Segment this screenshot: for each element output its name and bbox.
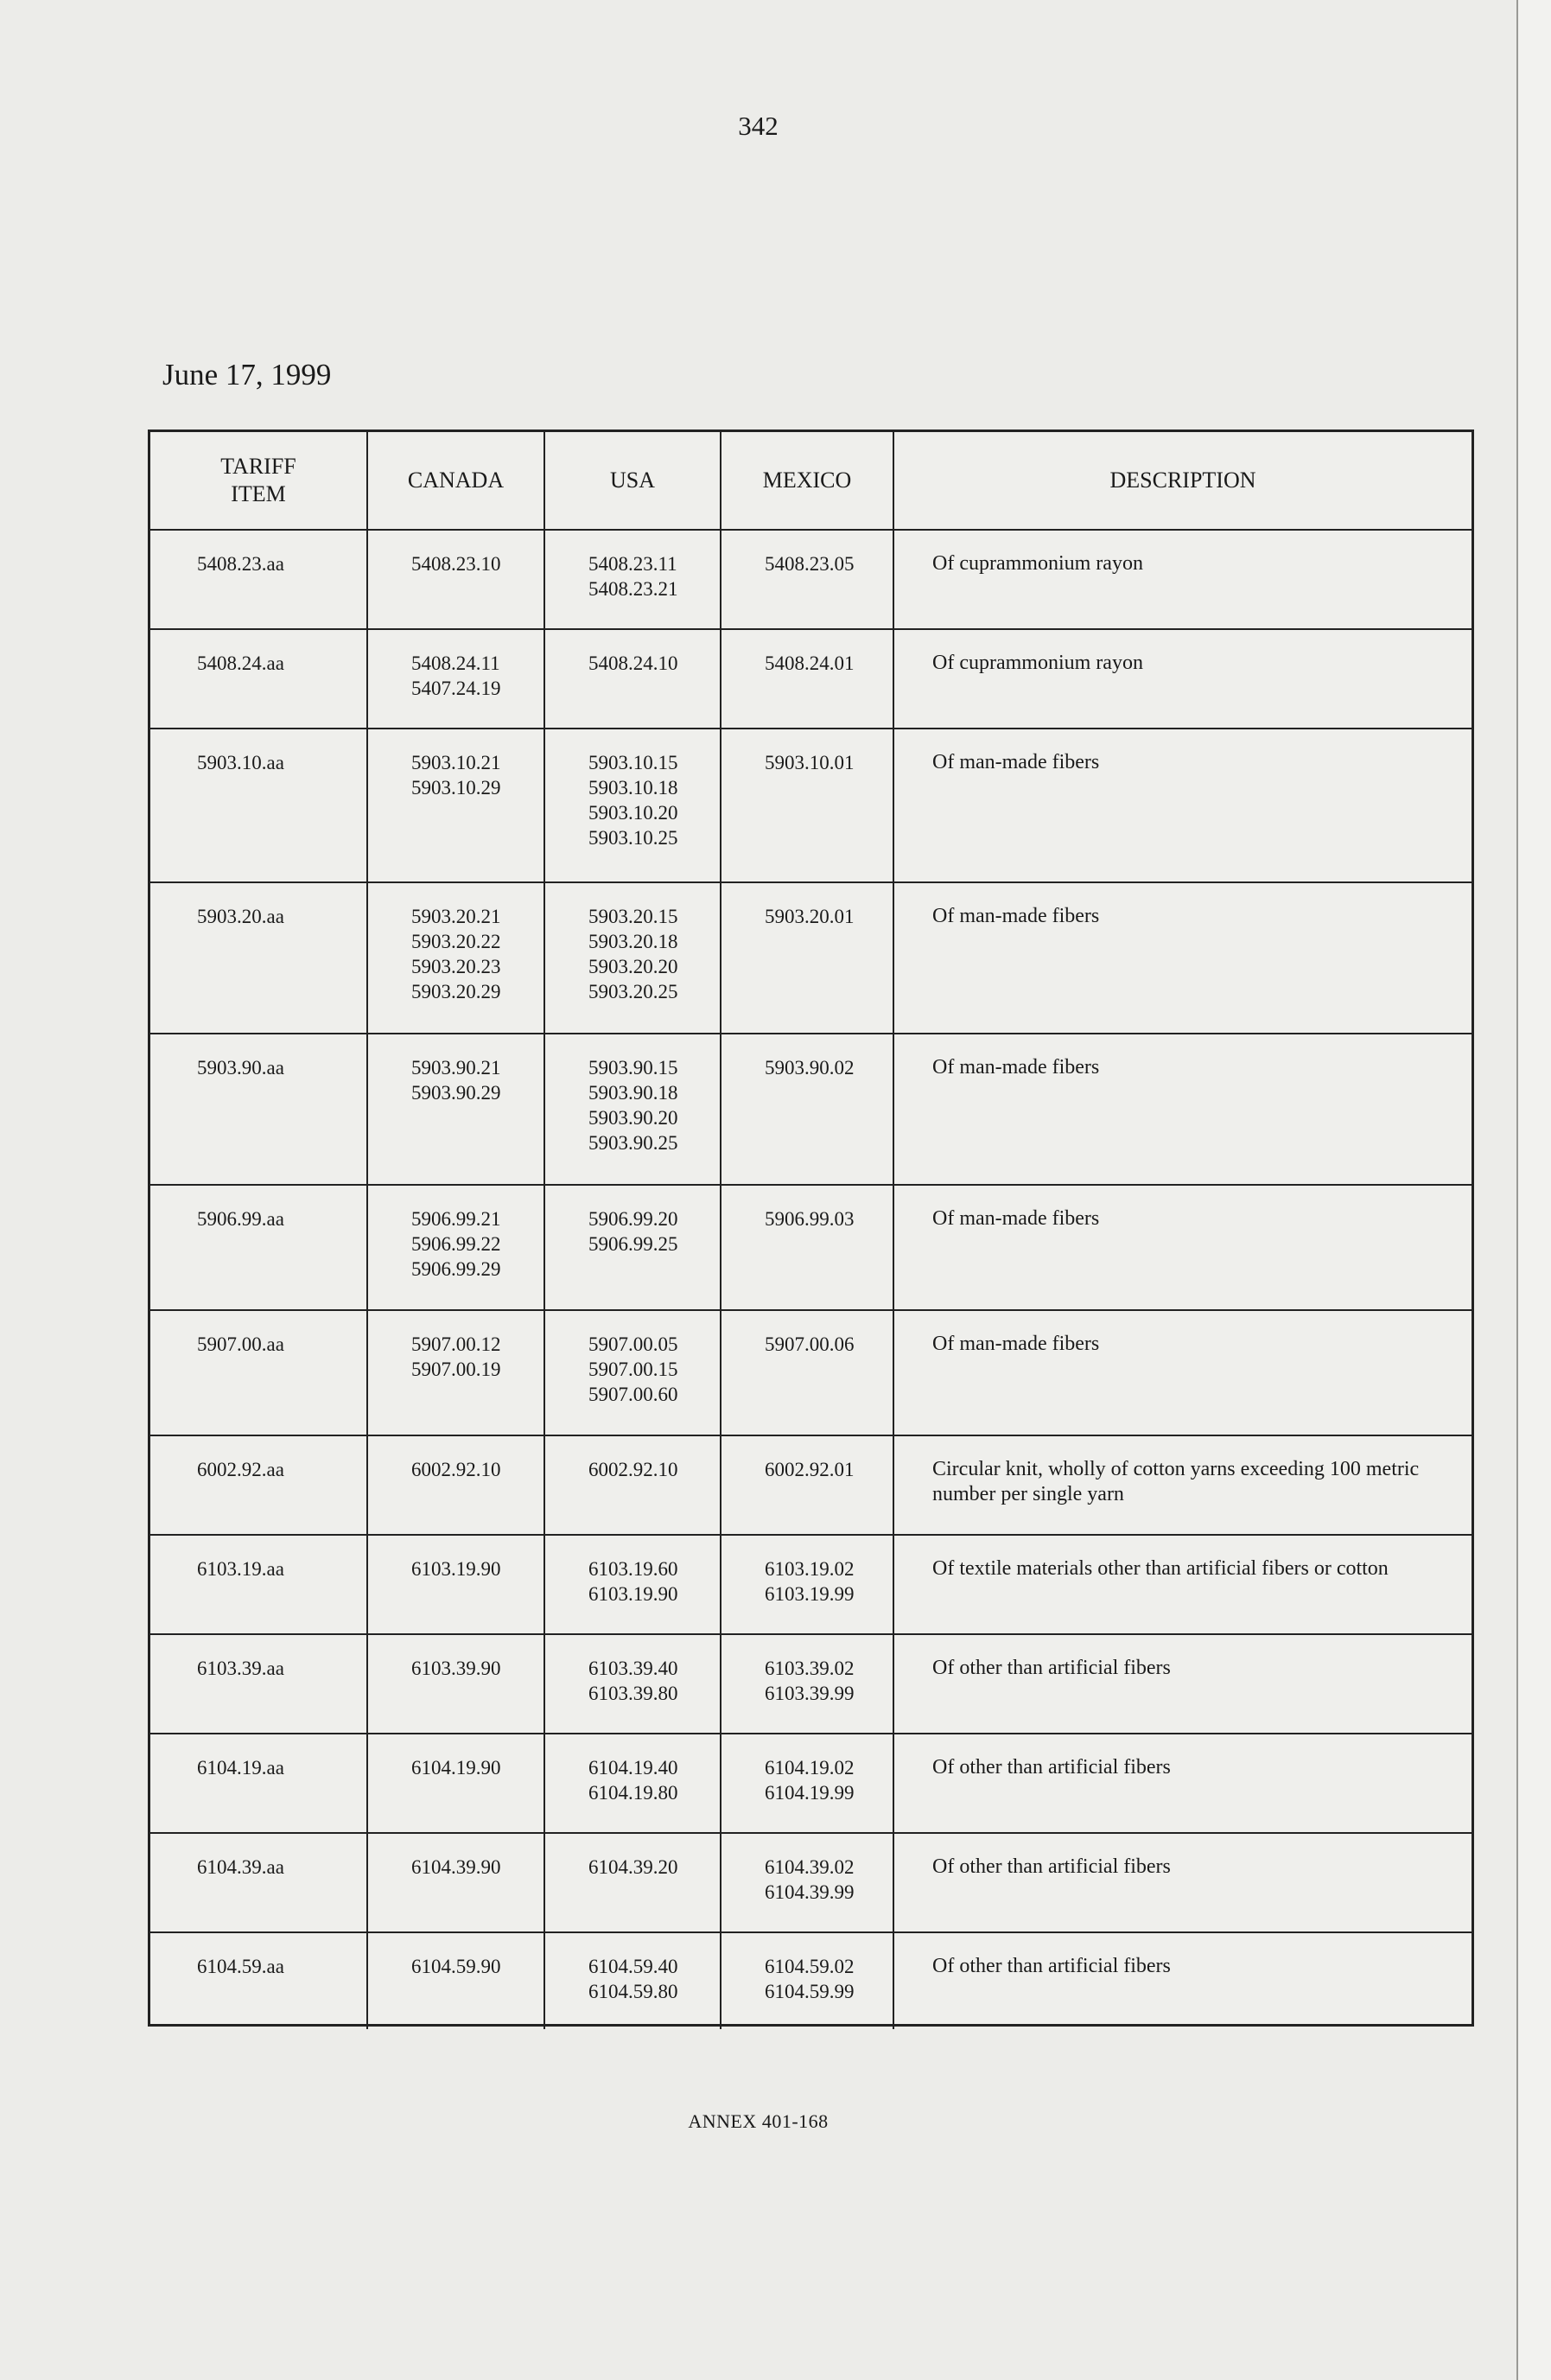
table-row [150,1034,1472,1185]
tariff-code: 5903.10.18 [588,777,678,799]
tariff-code: 5906.99.25 [588,1233,678,1255]
tariff-code: 6104.39.90 [411,1856,501,1878]
tariff-code: 5903.90.15 [588,1057,678,1079]
tariff-code: 5408.23.10 [411,553,501,575]
tariff-code: 5408.24.01 [765,652,855,674]
tariff-code: 6104.59.80 [588,1981,678,2002]
tariff-code: 5407.24.19 [411,678,501,699]
cell-tariff-item: 5903.90.aa [150,1034,367,1185]
tariff-code: 5903.20.15 [588,906,678,927]
adjacent-page-edge [1516,0,1551,2380]
header-canada: CANADA [367,432,544,530]
header-description: DESCRIPTION [893,432,1472,530]
table-body [150,530,1472,2029]
cell-description: Of cuprammonium rayon [893,629,1472,729]
tariff-code: 5906.99.22 [411,1233,501,1255]
cell-usa [544,530,721,629]
cell-usa [544,1535,721,1634]
tariff-code: 6103.19.90 [411,1558,501,1580]
tariff-code: 5408.23.11 [588,553,677,575]
cell-usa [544,1734,721,1833]
cell-usa [544,1932,721,2029]
tariff-code: 6104.19.90 [411,1757,501,1779]
cell-description: Of man-made fibers [893,882,1472,1034]
cell-usa [544,1634,721,1734]
cell-tariff-item: 5906.99.aa [150,1185,367,1310]
tariff-code: 5906.99.21 [411,1208,501,1230]
tariff-code: 5907.00.05 [588,1333,678,1355]
tariff-code: 6104.59.40 [588,1956,678,1977]
cell-tariff-item: 5907.00.aa [150,1310,367,1435]
cell-tariff-item: 5408.24.aa [150,629,367,729]
cell-tariff-item: 5903.10.aa [150,729,367,882]
tariff-code: 6103.39.40 [588,1658,678,1679]
tariff-code: 5907.00.19 [411,1359,501,1380]
cell-usa [544,1435,721,1535]
cell-mexico [721,530,893,629]
cell-canada [367,1833,544,1932]
tariff-code: 5903.90.02 [765,1057,855,1079]
tariff-code: 5903.10.20 [588,802,678,824]
tariff-code: 5903.10.21 [411,752,501,773]
tariff-code: 6104.19.80 [588,1782,678,1804]
cell-canada [367,729,544,882]
tariff-code: 6002.92.10 [411,1459,501,1480]
table-row [150,1634,1472,1734]
tariff-code: 6103.19.02 [765,1558,855,1580]
cell-tariff-item: 6104.39.aa [150,1833,367,1932]
cell-tariff-item: 6104.59.aa [150,1932,367,2029]
cell-tariff-item: 6103.19.aa [150,1535,367,1634]
cell-tariff-item: 6104.19.aa [150,1734,367,1833]
document-date: June 17, 1999 [162,358,332,391]
cell-canada [367,1535,544,1634]
cell-mexico [721,1034,893,1185]
cell-description: Of other than artificial fibers [932,1955,1171,1977]
cell-canada [367,1634,544,1734]
tariff-code: 5907.00.60 [588,1384,678,1405]
cell-description: Of textile materials other than artificial fibers or cotton [893,1535,1472,1634]
cell-mexico [721,1734,893,1833]
tariff-code: 6103.19.60 [588,1558,678,1580]
tariff-table-frame [148,430,1474,2027]
table-row [150,1310,1472,1435]
cell-mexico [721,1435,893,1535]
cell-description: Of cuprammonium rayon [893,530,1472,629]
tariff-code: 5903.20.25 [588,981,678,1002]
header-tariff-item: TARIFF ITEM [150,432,367,530]
tariff-code: 5903.90.21 [411,1057,501,1079]
cell-mexico [721,1932,893,2029]
tariff-code: 6103.19.90 [588,1583,678,1605]
tariff-code: 5408.24.11 [411,652,500,674]
table-header-row [150,432,1472,530]
table-row [150,1535,1472,1634]
cell-tariff-item: 5903.20.aa [150,882,367,1034]
tariff-code: 6002.92.01 [765,1459,855,1480]
cell-canada [367,1034,544,1185]
table-row [150,882,1472,1034]
cell-usa [544,729,721,882]
cell-canada [367,882,544,1034]
cell-mexico [721,1535,893,1634]
cell-tariff-item: 5408.23.aa [150,530,367,629]
cell-description: Of other than artificial fibers [893,1734,1472,1833]
table-row [150,1435,1472,1535]
tariff-table [150,432,1472,2029]
table-row [150,1833,1472,1932]
tariff-code: 5903.20.22 [411,931,501,952]
tariff-code: 5903.90.20 [588,1107,678,1129]
tariff-code: 6103.19.99 [765,1583,855,1605]
tariff-code: 6002.92.10 [588,1459,678,1480]
cell-mexico [721,1185,893,1310]
cell-usa [544,1185,721,1310]
page-number: 342 [738,111,779,141]
tariff-code: 5903.90.18 [588,1082,678,1104]
tariff-code: 6103.39.80 [588,1683,678,1704]
cell-canada [367,1310,544,1435]
table-row [150,1734,1472,1833]
cell-usa [544,1034,721,1185]
tariff-code: 5903.20.21 [411,906,501,927]
cell-description: Of other than artificial fibers [893,1833,1472,1932]
cell-tariff-item: 6002.92.aa [150,1435,367,1535]
tariff-code: 5906.99.29 [411,1258,501,1280]
tariff-code: 5903.20.01 [765,906,855,927]
tariff-code: 6103.39.02 [765,1658,855,1679]
header-usa: USA [544,432,721,530]
table-row [150,1932,1472,2029]
cell-description: Of man-made fibers [893,1310,1472,1435]
tariff-code: 6103.39.99 [765,1683,855,1704]
tariff-code: 5903.10.25 [588,827,678,849]
tariff-code: 5903.20.18 [588,931,678,952]
cell-canada [367,1932,544,2029]
tariff-code: 5408.23.21 [588,578,678,600]
tariff-code: 5903.10.15 [588,752,678,773]
tariff-code: 5903.10.01 [765,752,855,773]
table-row [150,729,1472,882]
tariff-code: 6104.19.02 [765,1757,855,1779]
header-mexico: MEXICO [721,432,893,530]
cell-usa [544,882,721,1034]
tariff-code: 5903.20.23 [411,956,501,977]
tariff-code: 5903.20.20 [588,956,678,977]
tariff-code: 5903.90.25 [588,1132,678,1154]
tariff-code: 5903.20.29 [411,981,501,1002]
cell-mexico [721,729,893,882]
cell-description: Of man-made fibers [893,1185,1472,1310]
tariff-code: 6104.39.20 [588,1856,678,1878]
cell-canada [367,1435,544,1535]
tariff-code: 5408.24.10 [588,652,678,674]
tariff-code: 6104.59.99 [765,1981,855,2002]
cell-description: Of other than artificial fibers [893,1634,1472,1734]
tariff-code: 5903.90.29 [411,1082,501,1104]
tariff-code: 6104.19.99 [765,1782,855,1804]
tariff-code: 5907.00.15 [588,1359,678,1380]
cell-tariff-item: 6103.39.aa [150,1634,367,1734]
cell-canada [367,1734,544,1833]
cell-description: Of man-made fibers [893,729,1472,882]
cell-mexico [721,1833,893,1932]
cell-mexico [721,882,893,1034]
table-row [150,530,1472,629]
tariff-code: 5906.99.03 [765,1208,855,1230]
cell-usa [544,1310,721,1435]
tariff-code: 6104.59.90 [411,1956,501,1977]
cell-canada [367,1185,544,1310]
tariff-code: 6104.39.02 [765,1856,855,1878]
cell-description: Circular knit, wholly of cotton yarns exceeding 100 metric number per single yarn [893,1435,1472,1535]
cell-mexico [721,629,893,729]
cell-canada [367,530,544,629]
tariff-code: 5906.99.20 [588,1208,678,1230]
cell-mexico [721,1634,893,1734]
table-row [150,629,1472,729]
tariff-code: 5408.23.05 [765,553,855,575]
tariff-code: 5903.10.29 [411,777,501,799]
tariff-code: 5907.00.06 [765,1333,855,1355]
tariff-code: 5907.00.12 [411,1333,501,1355]
tariff-code: 6104.59.02 [765,1956,855,1977]
cell-canada [367,629,544,729]
tariff-code: 6103.39.90 [411,1658,501,1679]
annex-footer: ANNEX 401-168 [688,2110,829,2132]
cell-usa [544,629,721,729]
tariff-code: 6104.19.40 [588,1757,678,1779]
cell-mexico [721,1310,893,1435]
tariff-code: 6104.39.99 [765,1881,855,1903]
cell-usa [544,1833,721,1932]
cell-description: Of man-made fibers [893,1034,1472,1185]
table-row [150,1185,1472,1310]
